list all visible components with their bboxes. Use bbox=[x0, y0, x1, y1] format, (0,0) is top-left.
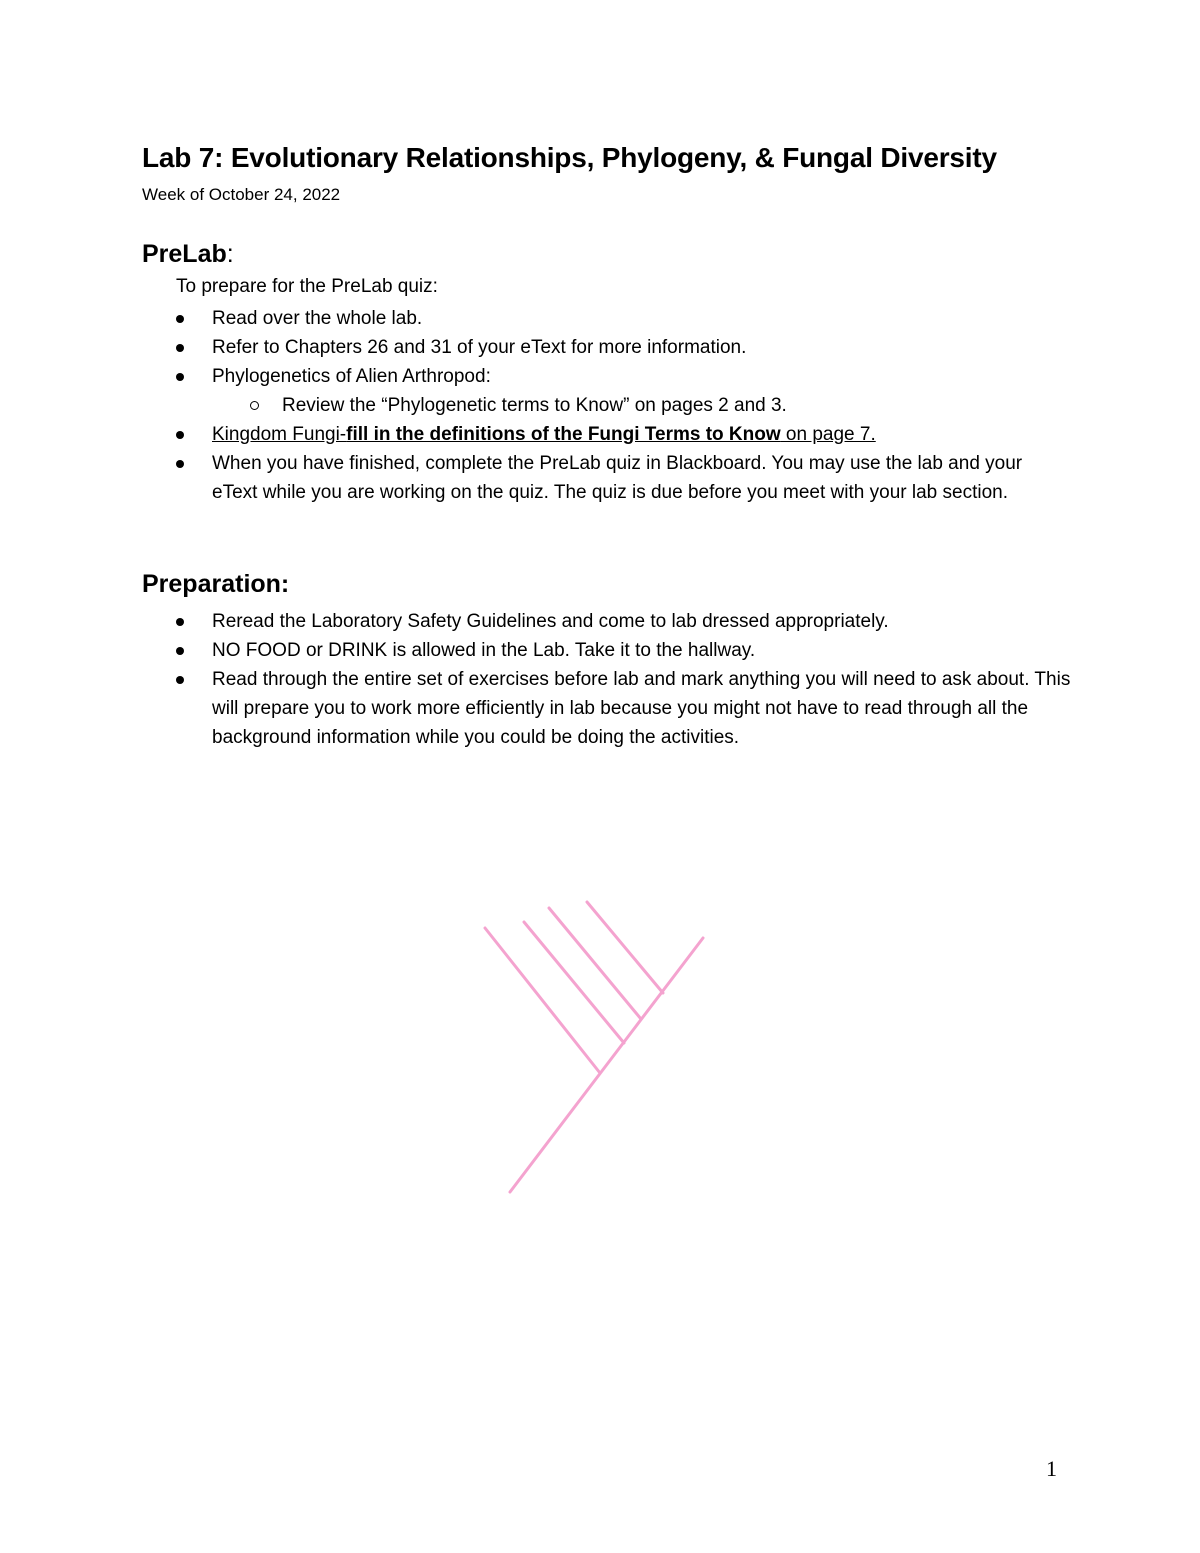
list-item-text: Reread the Laboratory Safety Guidelines and come to lab dressed appropriately. bbox=[212, 611, 889, 632]
fungi-prefix: Kingdom Fungi- bbox=[212, 424, 347, 445]
filled-circle-bullet-icon bbox=[176, 373, 184, 381]
list-item bbox=[0, 607, 1072, 636]
cladogram-figure-icon bbox=[470, 895, 720, 1205]
hollow-circle-bullet-icon bbox=[250, 401, 259, 410]
preparation-list bbox=[0, 607, 1200, 752]
sub-list-item bbox=[212, 391, 1072, 420]
filled-circle-bullet-icon bbox=[176, 460, 184, 468]
prelab-heading bbox=[142, 240, 234, 269]
list-item-text: Refer to Chapters 26 and 31 of your eText for more information. bbox=[212, 337, 747, 358]
filled-circle-bullet-icon bbox=[176, 431, 184, 439]
page-title: Lab 7: Evolutionary Relationships, Phylogeny, & Fungal Diversity bbox=[142, 142, 997, 173]
list-item-text: Read through the entire set of exercises before lab and mark anything you will need to ask about. This will prepare you to work more efficiently in lab because you might not have to read through all the background information while you could be doing the activities. bbox=[212, 669, 1071, 748]
list-item bbox=[0, 636, 1072, 665]
sub-list-item-text: Review the “Phylogenetic terms to Know” on pages 2 and 3. bbox=[282, 395, 787, 416]
list-item bbox=[0, 333, 1072, 362]
fungi-suffix: on page 7. bbox=[780, 424, 876, 445]
prelab-list bbox=[0, 304, 1200, 507]
list-item bbox=[0, 449, 1072, 507]
list-item bbox=[0, 665, 1072, 752]
filled-circle-bullet-icon bbox=[176, 344, 184, 352]
prelab-intro: To prepare for the PreLab quiz: bbox=[176, 276, 438, 297]
fungi-bold-text: fill in the definitions of the Fungi Terms to Know bbox=[346, 424, 781, 445]
tree-branch-line-4 bbox=[587, 902, 663, 993]
filled-circle-bullet-icon bbox=[176, 315, 184, 323]
page-number: 1 bbox=[1046, 1456, 1057, 1481]
list-item-text: NO FOOD or DRINK is allowed in the Lab. Take it to the hallway. bbox=[212, 640, 756, 661]
list-item bbox=[0, 304, 1072, 333]
sub-list bbox=[212, 391, 1072, 420]
list-item-text: When you have finished, complete the PreLab quiz in Blackboard. You may use the lab and your eText while you are working on the quiz. The quiz is due before you meet with your lab section. bbox=[212, 453, 1023, 503]
filled-circle-bullet-icon bbox=[176, 647, 184, 655]
list-item-text: Phylogenetics of Alien Arthropod: bbox=[212, 366, 491, 387]
page-subtitle: Week of October 24, 2022 bbox=[142, 185, 341, 204]
list-item-text: Read over the whole lab. bbox=[212, 308, 423, 329]
prelab-heading-text: PreLab bbox=[142, 240, 227, 268]
list-item bbox=[0, 420, 1072, 449]
fungi-terms-instruction bbox=[212, 424, 876, 445]
prelab-heading-colon: : bbox=[226, 240, 234, 268]
filled-circle-bullet-icon bbox=[176, 618, 184, 626]
tree-branch-line-3 bbox=[549, 908, 641, 1019]
list-item bbox=[0, 362, 1072, 420]
filled-circle-bullet-icon bbox=[176, 676, 184, 684]
preparation-heading: Preparation: bbox=[142, 570, 290, 598]
